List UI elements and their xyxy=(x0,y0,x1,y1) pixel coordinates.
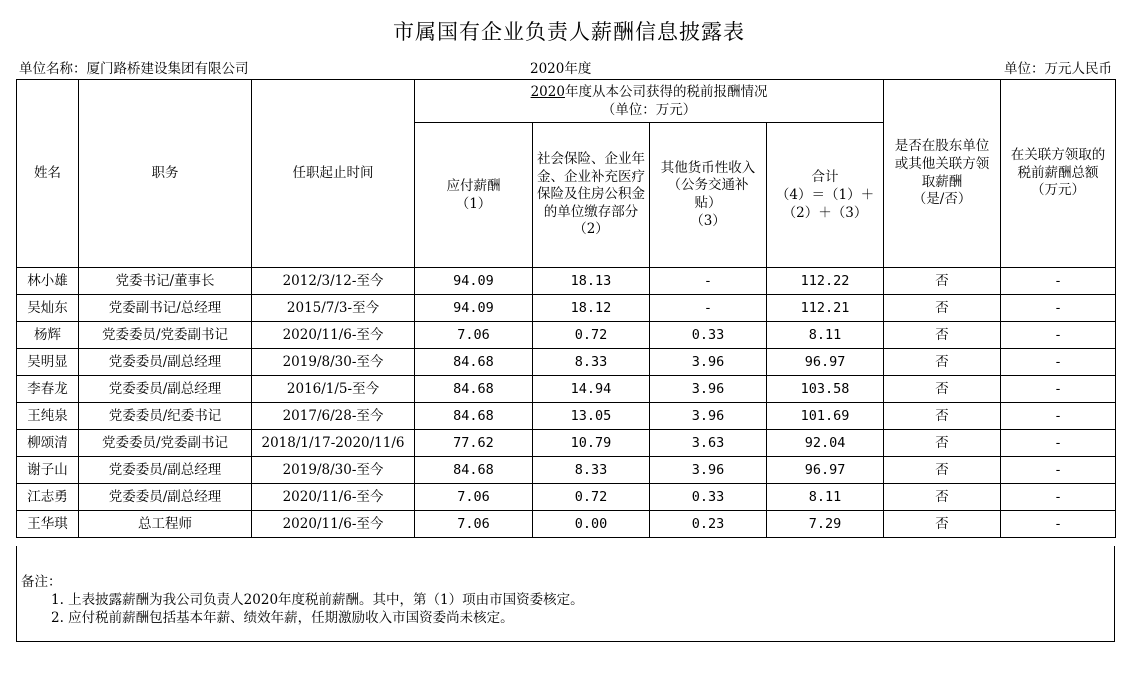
header-related-unit: （万元） xyxy=(1031,182,1086,199)
currency-unit: 单位：万元人民币 xyxy=(1004,61,1112,77)
header-other-sub: （公务交通补贴） xyxy=(667,177,749,211)
cell-salary: 94.09 xyxy=(415,295,533,322)
cell-total: 96.97 xyxy=(767,457,884,484)
cell-salary: 84.68 xyxy=(415,457,533,484)
table-row xyxy=(17,376,1116,403)
header-group-text: 年度从本公司获得的税前报酬情况 xyxy=(564,83,768,100)
header-salary-no: （1） xyxy=(455,196,492,212)
cell-related: - xyxy=(1001,376,1116,403)
header-shareholder-text: 是否在股东单位或其他关联方领取薪酬 xyxy=(894,138,990,190)
cell-term: 2019/8/30-至今 xyxy=(252,457,415,484)
cell-name: 江志勇 xyxy=(17,484,79,511)
cell-position: 党委委员/副总经理 xyxy=(79,376,252,403)
cell-name: 杨辉 xyxy=(17,322,79,349)
cell-related: - xyxy=(1001,295,1116,322)
header-shareholder-sub: （是/否） xyxy=(912,191,972,208)
cell-salary: 7.06 xyxy=(415,484,533,511)
table-row xyxy=(17,295,1116,322)
cell-shareholder: 否 xyxy=(884,322,1001,349)
cell-social: 18.13 xyxy=(533,268,650,295)
cell-position: 党委委员/纪委书记 xyxy=(79,403,252,430)
cell-social: 8.33 xyxy=(533,349,650,376)
cell-related: - xyxy=(1001,484,1116,511)
header-total-formula-1: （4）＝（1）＋ xyxy=(775,186,875,203)
cell-other: - xyxy=(650,295,767,322)
cell-total: 7.29 xyxy=(767,511,884,538)
table-row xyxy=(17,322,1116,349)
cell-related: - xyxy=(1001,322,1116,349)
cell-name: 王纯泉 xyxy=(17,403,79,430)
cell-social: 14.94 xyxy=(533,376,650,403)
cell-social: 0.72 xyxy=(533,484,650,511)
cell-position: 党委委员/党委副书记 xyxy=(79,322,252,349)
header-shareholder xyxy=(884,80,1001,268)
cell-social: 0.72 xyxy=(533,322,650,349)
header-total-formula-2: （2）＋（3） xyxy=(782,205,868,222)
cell-position: 总工程师 xyxy=(79,511,252,538)
cell-shareholder: 否 xyxy=(884,484,1001,511)
cell-total: 103.58 xyxy=(767,376,884,403)
header-social-text: 社会保险、企业年金、企业补充医疗保险及住房公积金的单位缴存部分 xyxy=(537,151,645,220)
cell-shareholder: 否 xyxy=(884,403,1001,430)
cell-name: 李春龙 xyxy=(17,376,79,403)
cell-other: 0.33 xyxy=(650,322,767,349)
table-row xyxy=(17,268,1116,295)
cell-shareholder: 否 xyxy=(884,430,1001,457)
header-row-top xyxy=(17,80,1116,123)
cell-other: 3.63 xyxy=(650,430,767,457)
cell-related: - xyxy=(1001,430,1116,457)
table-row xyxy=(17,349,1116,376)
cell-shareholder: 否 xyxy=(884,295,1001,322)
cell-other: 3.96 xyxy=(650,376,767,403)
cell-total: 96.97 xyxy=(767,349,884,376)
header-related xyxy=(1001,80,1116,268)
cell-position: 党委委员/副总经理 xyxy=(79,457,252,484)
cell-salary: 84.68 xyxy=(415,376,533,403)
report-year: 2020年度 xyxy=(530,61,592,77)
cell-shareholder: 否 xyxy=(884,376,1001,403)
cell-term: 2017/6/28-至今 xyxy=(252,403,415,430)
cell-position: 党委书记/董事长 xyxy=(79,268,252,295)
header-name: 姓名 xyxy=(17,80,79,268)
cell-shareholder: 否 xyxy=(884,457,1001,484)
cell-term: 2012/3/12-至今 xyxy=(252,268,415,295)
cell-shareholder: 否 xyxy=(884,268,1001,295)
cell-term: 2016/1/5-至今 xyxy=(252,376,415,403)
header-other xyxy=(650,123,767,268)
cell-other: 3.96 xyxy=(650,349,767,376)
note-item: 2. 应付税前薪酬包括基本年薪、绩效年薪，任期激励收入市国资委尚未核定。 xyxy=(51,610,514,626)
cell-position: 党委副书记/总经理 xyxy=(79,295,252,322)
cell-position: 党委委员/党委副书记 xyxy=(79,430,252,457)
cell-total: 92.04 xyxy=(767,430,884,457)
cell-related: - xyxy=(1001,268,1116,295)
cell-salary: 84.68 xyxy=(415,349,533,376)
cell-other: 3.96 xyxy=(650,457,767,484)
table-row xyxy=(17,484,1116,511)
cell-social: 0.00 xyxy=(533,511,650,538)
header-salary xyxy=(415,123,533,268)
page-title: 市属国有企业负责人薪酬信息披露表 xyxy=(393,20,745,44)
cell-salary: 77.62 xyxy=(415,430,533,457)
cell-related: - xyxy=(1001,457,1116,484)
cell-term: 2020/11/6-至今 xyxy=(252,511,415,538)
header-other-no: （3） xyxy=(690,212,726,229)
cell-total: 101.69 xyxy=(767,403,884,430)
cell-name: 王华琪 xyxy=(17,511,79,538)
cell-term: 2019/8/30-至今 xyxy=(252,349,415,376)
header-group-unit: （单位：万元） xyxy=(601,102,697,118)
cell-salary: 94.09 xyxy=(415,268,533,295)
cell-social: 8.33 xyxy=(533,457,650,484)
cell-shareholder: 否 xyxy=(884,349,1001,376)
cell-salary: 84.68 xyxy=(415,403,533,430)
cell-social: 13.05 xyxy=(533,403,650,430)
header-total xyxy=(767,123,884,268)
cell-other: - xyxy=(650,268,767,295)
cell-term: 2020/11/6-至今 xyxy=(252,322,415,349)
header-other-text: 其他货币性收入 xyxy=(660,159,756,176)
header-social xyxy=(533,123,650,268)
cell-name: 吴明显 xyxy=(17,349,79,376)
notes-label: 备注： xyxy=(21,574,62,590)
table-row xyxy=(17,457,1116,484)
cell-total: 8.11 xyxy=(767,484,884,511)
cell-name: 林小雄 xyxy=(17,268,79,295)
table-row xyxy=(17,430,1116,457)
header-position: 职务 xyxy=(79,80,252,268)
cell-total: 112.22 xyxy=(767,268,884,295)
table-row xyxy=(17,511,1116,538)
cell-shareholder: 否 xyxy=(884,511,1001,538)
unit-name: 单位名称：厦门路桥建设集团有限公司 xyxy=(19,61,249,77)
cell-name: 柳颂清 xyxy=(17,430,79,457)
cell-social: 18.12 xyxy=(533,295,650,322)
cell-term: 2020/11/6-至今 xyxy=(252,484,415,511)
compensation-table xyxy=(16,79,1116,538)
header-related-text: 在关联方领取的税前薪酬总额 xyxy=(1010,147,1106,181)
cell-related: - xyxy=(1001,511,1116,538)
cell-related: - xyxy=(1001,349,1116,376)
cell-other: 3.96 xyxy=(650,403,767,430)
cell-related: - xyxy=(1001,403,1116,430)
header-social-no: （2） xyxy=(573,221,609,238)
note-item: 1. 上表披露薪酬为我公司负责人2020年度税前薪酬。其中，第（1）项由市国资委核定。 xyxy=(51,592,584,608)
cell-salary: 7.06 xyxy=(415,322,533,349)
cell-term: 2015/7/3-至今 xyxy=(252,295,415,322)
cell-position: 党委委员/副总经理 xyxy=(79,349,252,376)
header-total-text: 合计 xyxy=(811,168,839,185)
header-pretax-group xyxy=(415,80,884,123)
cell-other: 0.23 xyxy=(650,511,767,538)
cell-position: 党委委员/副总经理 xyxy=(79,484,252,511)
header-salary-text: 应付薪酬 xyxy=(446,177,501,194)
cell-total: 112.21 xyxy=(767,295,884,322)
header-group-year: 2020 xyxy=(530,83,565,100)
cell-salary: 7.06 xyxy=(415,511,533,538)
cell-name: 吴灿东 xyxy=(17,295,79,322)
cell-total: 8.11 xyxy=(767,322,884,349)
notes-box xyxy=(16,546,1115,642)
cell-term: 2018/1/17-2020/11/6 xyxy=(252,430,415,457)
header-term: 任职起止时间 xyxy=(252,80,415,268)
cell-other: 0.33 xyxy=(650,484,767,511)
table-row xyxy=(17,403,1116,430)
cell-social: 10.79 xyxy=(533,430,650,457)
cell-name: 谢子山 xyxy=(17,457,79,484)
